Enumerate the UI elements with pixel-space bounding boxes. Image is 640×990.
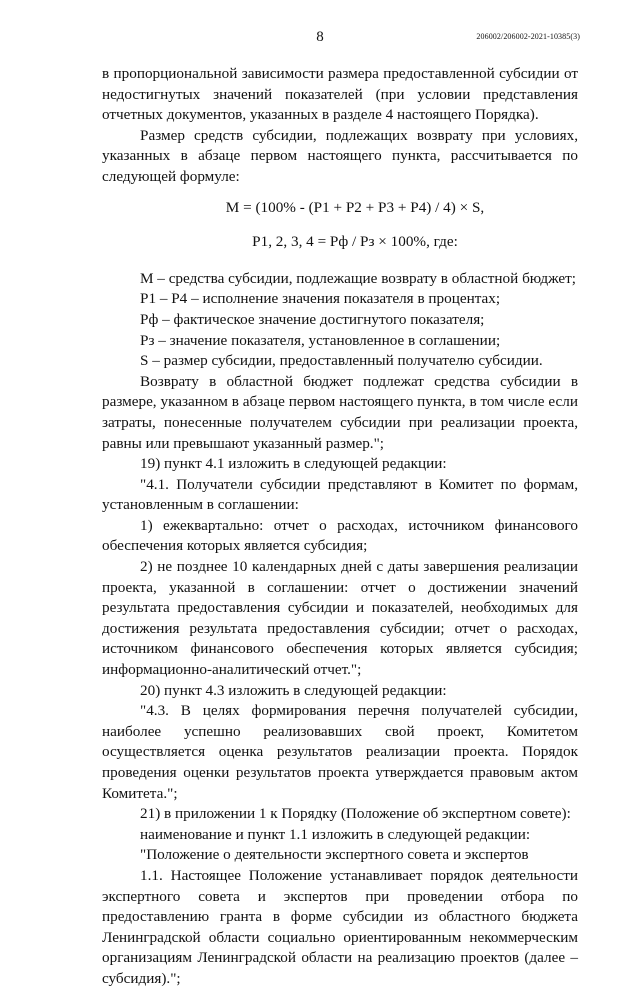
document-body — [102, 64, 578, 990]
paragraph-4-3: "4.3. В целях формирования перечня получателей субсидии, наиболее успешно реализовавших свой проект, Комитетом осуществляется оценка результатов реализации проекта. Порядок проведения оценки результатов проекта утверждается правовым актом Комитета."; — [102, 702, 578, 802]
paragraph-1-1: 1.1. Настоящее Положение устанавливает порядок деятельности экспертного совета и экспертов при проведении отбора по предоставлению гранта в форме субсидии из областного бюджета Ленинградской области социально ориентированным некоммерческим организациям Ленинградской области на реализацию проектов (далее – субсидия)."; — [102, 866, 578, 987]
paragraph-4-1: "4.1. Получатели субсидии представляют в Комитет по формам, установленным в соглашении: — [102, 475, 578, 514]
formula-indicator: P1, 2, 3, 4 = Рф / Рз × 100%, где: — [252, 233, 458, 251]
paragraph-regulation-title: "Положение о деятельности экспертного совета и экспертов — [140, 846, 529, 864]
paragraph-refund-amount: Размер средств субсидии, подлежащих возврату при условиях, указанных в абзаце первом настоящего пункта, рассчитывается по следующей формуле: — [102, 126, 578, 185]
definition-rf: Рф – фактическое значение достигнутого показателя; — [140, 310, 485, 328]
paragraph-4-1-sub-1: 1) ежеквартально: отчет о расходах, источником финансового обеспечения которых является субсидия; — [102, 516, 578, 555]
formula-refund: M = (100% - (P1 + P2 + P3 + P4) / 4) × S, — [225, 198, 485, 216]
paragraph-item-20: 20) пункт 4.3 изложить в следующей редакции: — [140, 681, 447, 699]
paragraph-4-1-sub-2: 2) не позднее 10 календарных дней с даты завершения реализации проекта, указанной в соглашении: отчет о достижении значений результата предоставления субсидии и показателей, необходимых для достижения результата предоставления субсидии; отчет о расходах, источником финансового обеспечения которых является субсидия; информационно-аналитический отчет."; — [102, 558, 578, 679]
page-number: 8 — [316, 29, 324, 45]
definition-rz: Рз – значение показателя, установленное в соглашении; — [140, 331, 501, 349]
paragraph-item-21: 21) в приложении 1 к Порядку (Положение об экспертном совете): — [140, 805, 571, 823]
paragraph-item-19: 19) пункт 4.1 изложить в следующей редакции: — [140, 455, 447, 473]
paragraph-refund-to-budget: Возврату в областной бюджет подлежат средства субсидии в размере, указанном в абзаце первом настоящего пункта, в том числе если затраты, понесенные получателем субсидии при реализации проекта, равны или превышают указанный размер."; — [102, 372, 578, 452]
definition-m: M – средства субсидии, подлежащие возврату в областной бюджет; — [140, 269, 576, 287]
paragraph-title-and-1-1: наименование и пункт 1.1 изложить в следующей редакции: — [140, 825, 531, 843]
definition-p: P1 – P4 – исполнение значения показателя в процентах; — [140, 290, 501, 308]
paragraph-proportional-dependency: в пропорциональной зависимости размера предоставленной субсидии от недостигнутых значений показателей (при условии представления отчетных документов, указанных в разделе 4 настоящего Порядка). — [102, 65, 578, 124]
definition-s: S – размер субсидии, предоставленный получателю субсидии. — [140, 352, 543, 370]
document-code: 206002/206002-2021-10385(3) — [476, 32, 580, 41]
